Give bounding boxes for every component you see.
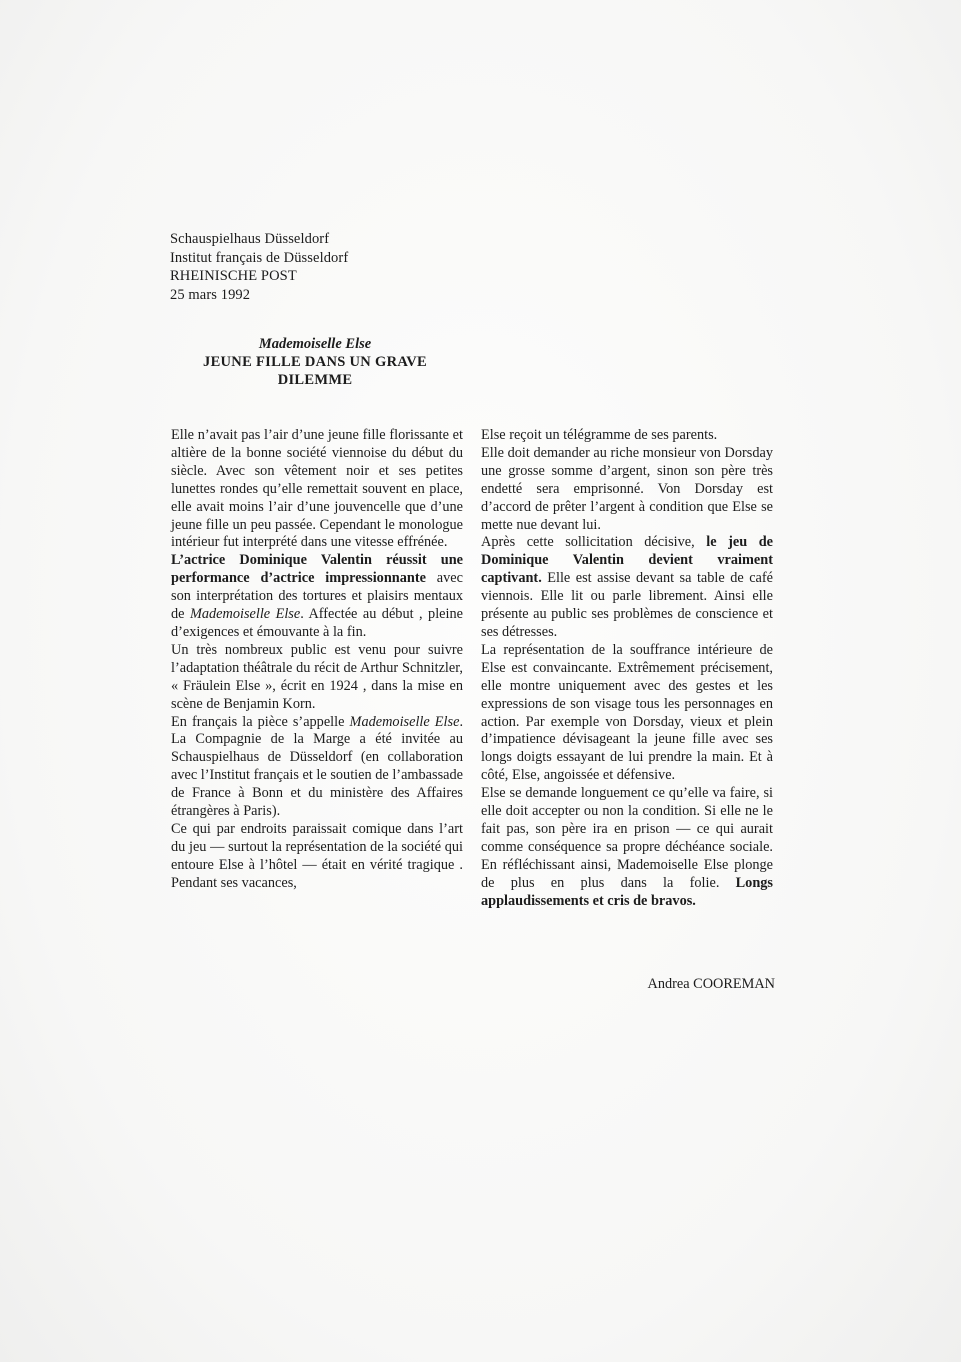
source-date: 25 mars 1992 — [170, 286, 251, 303]
article-title — [170, 335, 460, 389]
title-headline-line1: JEUNE FILLE DANS UN GRAVE — [203, 354, 427, 370]
left-paragraph-2 — [171, 552, 463, 642]
right-paragraph-4 — [481, 642, 773, 785]
right-p1-text: Else reçoit un télégramme de ses parents. — [481, 427, 718, 443]
right-paragraph-1 — [481, 427, 773, 445]
right-p4-text: La représentation de la souffrance intérieure de Else est convaincante. Extrêmement précisement, elle montre uniquement avec des gestes et les expressions de son visage tous les personnages en action. Par exemple von Dorsday, vieux et plein d’impatience dévisageant la jeune fille avec ses longs doigts essayant de lui prendre la main. Et à côté, Else, angoissée et défensive. — [481, 641, 773, 784]
left-paragraph-1 — [171, 427, 463, 552]
left-p4-text-b: . La Compagnie de la Marge a été invitée au Schauspielhaus de Düsseldorf (en collaboration avec l’Institut français et le soutien de l’ambassade de France à Bonn et du ministère des Affaires étrangères à Paris). — [171, 713, 464, 820]
source-institute: Institut français de Düsseldorf — [170, 249, 349, 266]
source-block — [170, 230, 348, 304]
right-p2-text: Elle doit demander au riche monsieur von Dorsday une grosse somme d’argent, sinon son père très endetté sera emprisonné. Von Dorsday est d’accord de prêter l’argent à condition que Else se mette nue devant lui. — [481, 444, 773, 533]
left-paragraph-3 — [171, 642, 463, 714]
source-venue: Schauspielhaus Düsseldorf — [170, 231, 330, 247]
left-p2-text-a: avec son interprétation des tortures et plaisirs mentaux de — [171, 570, 463, 623]
left-p2-bold: L’actrice Dominique Valentin réussit une performance d’actrice impressionnante — [171, 552, 463, 587]
left-p3-text: Un très nombreux public est venu pour suivre l’adaptation théâtrale du récit de Arthur Schnitzler, « Fräulein Else », écrit en 1924 , dans la mise en scène de Benjamin Korn. — [171, 641, 463, 712]
right-p3-text-b: Elle est assise devant sa table de café viennois. Elle lit ou parle librement. Ainsi elle présente au public ses problèmes de conscience et ses détresses. — [481, 570, 773, 640]
right-p3-text-a: Après cette sollicitation décisive, — [481, 534, 707, 551]
right-p5-bold: Longs applaudissements et cris de bravos. — [481, 874, 773, 909]
right-p3-bold: le jeu de Dominique Valentin devient vraiment captivant. — [481, 534, 773, 587]
left-p4-italic: Mademoiselle Else — [349, 713, 460, 730]
right-paragraph-5 — [481, 785, 773, 910]
title-headline-line2: DILEMME — [277, 372, 353, 388]
right-paragraph-3 — [481, 534, 773, 641]
author-signature: Andrea COOREMAN — [647, 976, 775, 992]
right-p5-text-a: Else se demande longuement ce qu’elle va faire, si elle doit accepter ou non la condition. Si elle ne le fait pas, son père ira en prison — ce qui aurait comme conséquence sa propre déchéance sociale. En réfléchissant ainsi, Mademoiselle Else plonge de plus en plus dans la folie. — [481, 785, 773, 891]
left-p2-text-b: . Affectée au début , pleine d’exigences et émouvante à la fin. — [171, 606, 463, 640]
left-paragraph-4 — [171, 714, 463, 821]
source-newspaper: RHEINISCHE POST — [170, 268, 297, 284]
right-column — [481, 427, 773, 910]
right-paragraph-2 — [481, 445, 773, 535]
title-play-name: Mademoiselle Else — [258, 336, 372, 352]
left-p1-text: Elle n’avait pas l’air d’une jeune fille florissante et altière de la bonne société viennoise du début du siècle. Avec son vêtement noir et ses petites lunettes rondes qu’elle remettait souvent en place, elle avait moins l’air d’une jouvencelle que d’une jeune fille un peu passée. Cependant le monologue intérieur fut interprété dans une vitesse effrénée. — [171, 427, 463, 551]
left-p2-italic: Mademoiselle Else — [189, 606, 301, 623]
left-p5-text: Ce qui par endroits paraissait comique dans l’art du jeu — surtout la représentation de la société qui entoure Else à l’hôtel — était en vérité tragique . Pendant ses vacances, — [171, 820, 463, 891]
left-column — [171, 427, 463, 893]
left-paragraph-5 — [171, 821, 463, 893]
left-p4-text-a: En français la pièce s’appelle — [171, 713, 350, 730]
